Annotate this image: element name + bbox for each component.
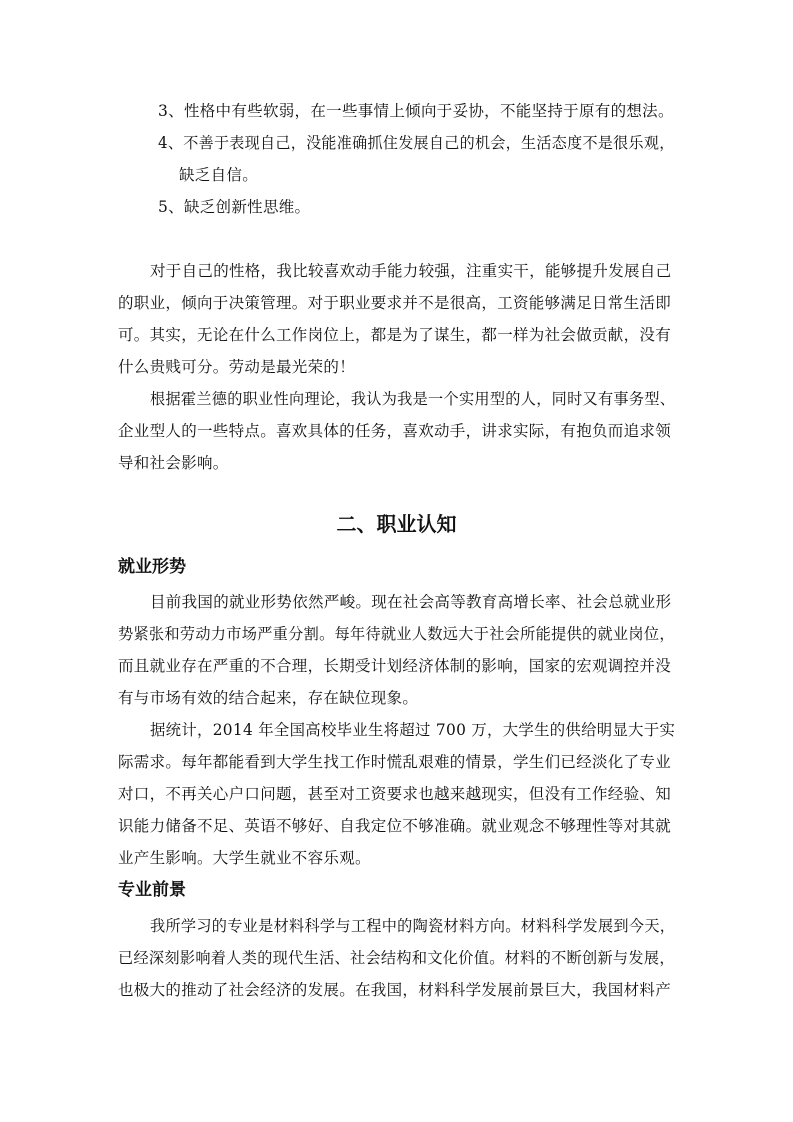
section-title: 二、职业认知 [336,512,457,536]
paragraph-line: 目前我国的就业形势依然严峻。现在社会高等教育高增长率、社会总就业形 [150,593,672,611]
paragraph-line: 我所学习的专业是材料科学与工程中的陶瓷材料方向。材料科学发展到今天， [150,917,676,935]
list-item-5: 5、缺乏创新性思维。 [158,198,311,216]
paragraph-line: 也极大的推动了社会经济的发展。在我国，材料科学发展前景巨大，我国材料产 [118,981,672,999]
paragraph-line: 企业型人的一些特点。喜欢具体的任务，喜欢动手，讲求实际，有抱负而追求领 [118,422,672,440]
paragraph-line: 业产生影响。大学生就业不容乐观。 [118,849,371,867]
paragraph-line: 对于自己的性格，我比较喜欢动手能力较强，注重实干，能够提升发展自己 [150,262,672,280]
paragraph-line: 际需求。每年都能看到大学生找工作时慌乱艰难的情景，学生们已经淡化了专业 [118,753,672,771]
paragraph-line: 的职业，倾向于决策管理。对于职业要求并不是很高，工资能够满足日常生活即 [118,294,672,312]
paragraph-line: 势紧张和劳动力市场严重分割。每年待就业人数远大于社会所能提供的就业岗位， [118,625,675,643]
list-item-4-continuation: 缺乏自信。 [179,166,259,184]
subsection-title-prospects: 专业前景 [118,880,186,900]
paragraph-line: 而且就业存在严重的不合理，长期受计划经济体制的影响，国家的宏观调控并没 [118,657,672,675]
paragraph-line: 据统计，2014 年全国高校毕业生将超过 700 万，大学生的供给明显大于实 [150,721,676,739]
paragraph-line: 导和社会影响。 [118,454,229,472]
paragraph-line: 可。其实，无论在什么工作岗位上，都是为了谋生，都一样为社会做贡献，没有 [118,326,672,344]
paragraph-line: 有与市场有效的结合起来，存在缺位现象。 [118,689,419,707]
paragraph-line: 已经深刻影响着人类的现代生活、社会结构和文化价值。材料的不断创新与发展， [118,949,675,967]
paragraph-line: 根据霍兰德的职业性向理论，我认为我是一个实用型的人，同时又有事务型、 [150,390,676,408]
paragraph-line: 对口，不再关心户口问题，甚至对工资要求也越来越现实，但没有工作经验、知 [118,785,672,803]
paragraph-line: 识能力储备不足、英语不够好、自我定位不够准确。就业观念不够理性等对其就 [118,817,672,835]
list-item-4: 4、不善于表现自己，没能准确抓住发展自己的机会，生活态度不是很乐观， [158,134,675,152]
paragraph-line: 什么贵贱可分。劳动是最光荣的！ [118,358,356,376]
subsection-title-employment: 就业形势 [118,557,186,577]
list-item-3: 3、性格中有些软弱，在一些事情上倾向于妥协，不能坚持于原有的想法。 [158,102,674,120]
